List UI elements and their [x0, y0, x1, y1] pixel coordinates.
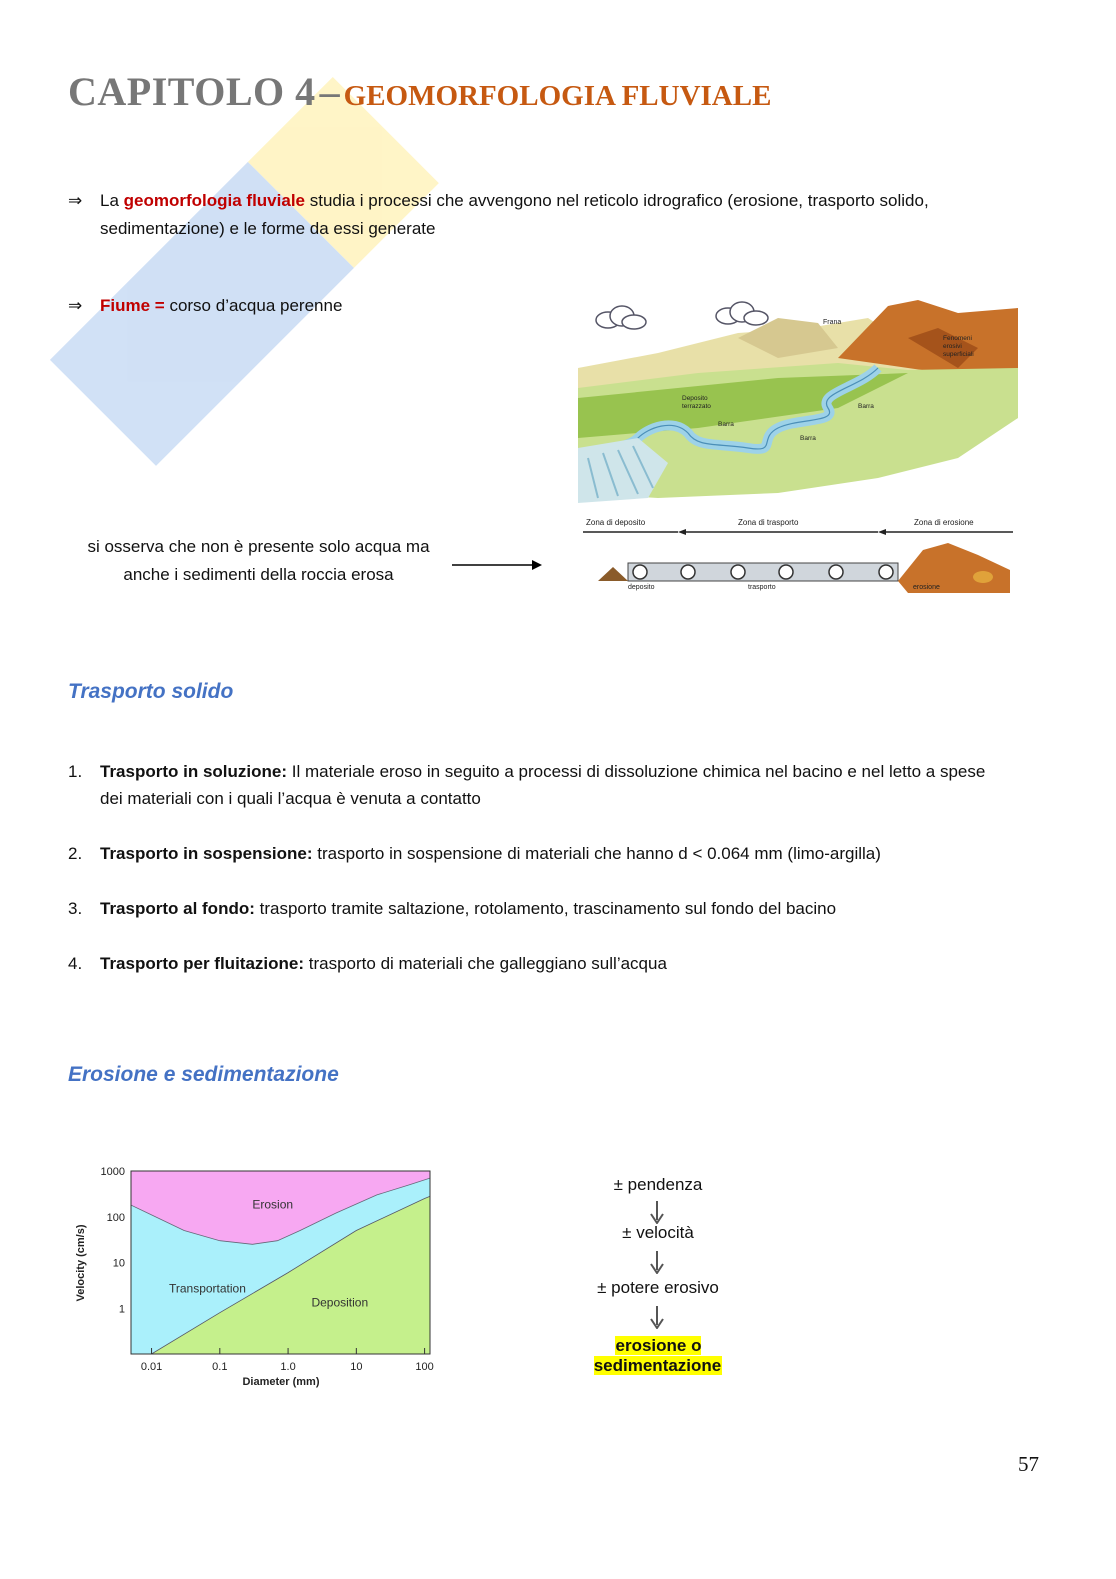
- flow-step-velocita: ± velocità: [622, 1223, 694, 1242]
- intro-term: geomorfologia fluviale: [123, 191, 305, 210]
- sediment-zones-diagram: [578, 515, 1018, 600]
- label-terrazzato: terrazzato: [682, 403, 711, 410]
- x-tick-label: 0.01: [140, 1361, 163, 1373]
- sediment-note: [76, 533, 441, 589]
- implies-arrow-icon: ⇒: [68, 191, 83, 211]
- region-label-erosion: Erosion: [252, 1197, 294, 1212]
- label-barra-2: Barra: [800, 435, 816, 442]
- flow-step-potere: ± potere erosivo: [597, 1278, 719, 1297]
- y-tick-label: 1: [118, 1303, 125, 1316]
- chapter-title: [68, 68, 771, 115]
- bottom-deposit-label: deposito: [628, 584, 655, 591]
- label-barra-3: Barra: [858, 403, 874, 410]
- page-number: 57: [1018, 1452, 1039, 1476]
- x-tick-label: 100: [415, 1361, 434, 1373]
- label-barra-1: Barra: [718, 421, 734, 428]
- list-item: [68, 840, 1048, 868]
- list-term: Trasporto in soluzione:: [100, 762, 288, 781]
- label-erosivi: erosivi: [943, 343, 962, 350]
- section-heading-erosione: Erosione e sedimentazione: [68, 1063, 339, 1086]
- list-item: [68, 758, 1048, 814]
- flow-result: [548, 1336, 768, 1376]
- y-tick-label: 100: [106, 1211, 125, 1224]
- zone-erosion-label: Zona di erosione: [914, 518, 974, 527]
- fiume-def: corso d’acqua perenne: [164, 296, 343, 315]
- intro-rest: studia i processi che avvengono nel reticolo idrografico (erosione, trasporto solido,: [305, 191, 929, 210]
- list-number: 4.: [68, 954, 83, 973]
- title-dash: –: [319, 69, 340, 114]
- chapter-number: CAPITOLO 4: [68, 69, 316, 114]
- x-axis-label: Diameter (mm): [242, 1376, 320, 1388]
- chapter-subject: GEOMORFOLOGIA FLUVIALE: [343, 80, 772, 112]
- section-heading-trasporto: Trasporto solido: [68, 680, 234, 703]
- list-number: 2.: [68, 844, 83, 863]
- flow-step-pendenza: ± pendenza: [613, 1175, 703, 1194]
- list-number: 1.: [68, 762, 83, 781]
- list-text: trasporto di materiali che galleggiano sull’acqua: [304, 954, 667, 973]
- zone-deposit-label: Zona di deposito: [586, 518, 646, 527]
- list-text: Il materiale eroso in seguito a processi di dissoluzione chimica nel bacino e nel letto a spese: [287, 762, 986, 781]
- y-tick-label: 1000: [100, 1166, 125, 1178]
- list-item: [68, 895, 1048, 923]
- list-term: Trasporto in sospensione:: [100, 844, 313, 863]
- list-text-cont: dei materiali con i quali l’acqua è venuta a contatto: [100, 789, 481, 808]
- sediment-note-line2: anche i sedimenti della roccia erosa: [123, 565, 394, 584]
- label-deposito: Deposito: [682, 395, 708, 402]
- flow-result-text: erosione o sedimentazione: [593, 1336, 722, 1375]
- list-term: Trasporto al fondo:: [100, 899, 255, 918]
- hjulstrom-chart: [68, 1160, 458, 1395]
- down-arrow-icon: [647, 1250, 667, 1274]
- intro-bullet: [68, 187, 1028, 247]
- bottom-transport-label: trasporto: [748, 584, 776, 591]
- zone-transport-label: Zona di trasporto: [738, 518, 799, 527]
- y-tick-label: 10: [112, 1257, 125, 1270]
- intro-line2: sedimentazione) e le forme da essi generate: [100, 219, 436, 238]
- right-arrow-icon: [450, 557, 545, 573]
- list-text: trasporto in sospensione di materiali che hanno d < 0.064 mm (limo-argilla): [312, 844, 881, 863]
- label-frana: Frana: [823, 319, 842, 326]
- region-label-deposition: Deposition: [311, 1295, 369, 1310]
- down-arrow-icon: [647, 1305, 667, 1329]
- region-label-transportation: Transportation: [168, 1281, 246, 1296]
- intro-pre: La: [100, 191, 124, 210]
- list-term: Trasporto per fluitazione:: [100, 954, 305, 973]
- fiume-bullet: [68, 292, 468, 322]
- x-tick-label: 10: [350, 1361, 363, 1373]
- implies-arrow-icon: ⇒: [68, 296, 83, 316]
- x-tick-label: 0.1: [212, 1361, 228, 1373]
- list-text: trasporto tramite saltazione, rotolamento, trascinamento sul fondo del bacino: [254, 899, 837, 918]
- x-tick-label: 1.0: [280, 1361, 296, 1373]
- list-number: 3.: [68, 899, 83, 918]
- sediment-note-line1: si osserva che non è presente solo acqua ma: [87, 537, 430, 556]
- down-arrow-icon: [647, 1200, 667, 1224]
- y-axis-label: Velocity (cm/s): [75, 1224, 87, 1302]
- label-superficiali: superficiali: [943, 351, 974, 358]
- label-fenomeni: Fenomeni: [943, 335, 972, 342]
- fiume-term: Fiume =: [100, 296, 165, 315]
- list-item: [68, 950, 1048, 978]
- bottom-erosion-label: erosione: [913, 584, 940, 591]
- river-landscape-illustration: [578, 298, 1018, 513]
